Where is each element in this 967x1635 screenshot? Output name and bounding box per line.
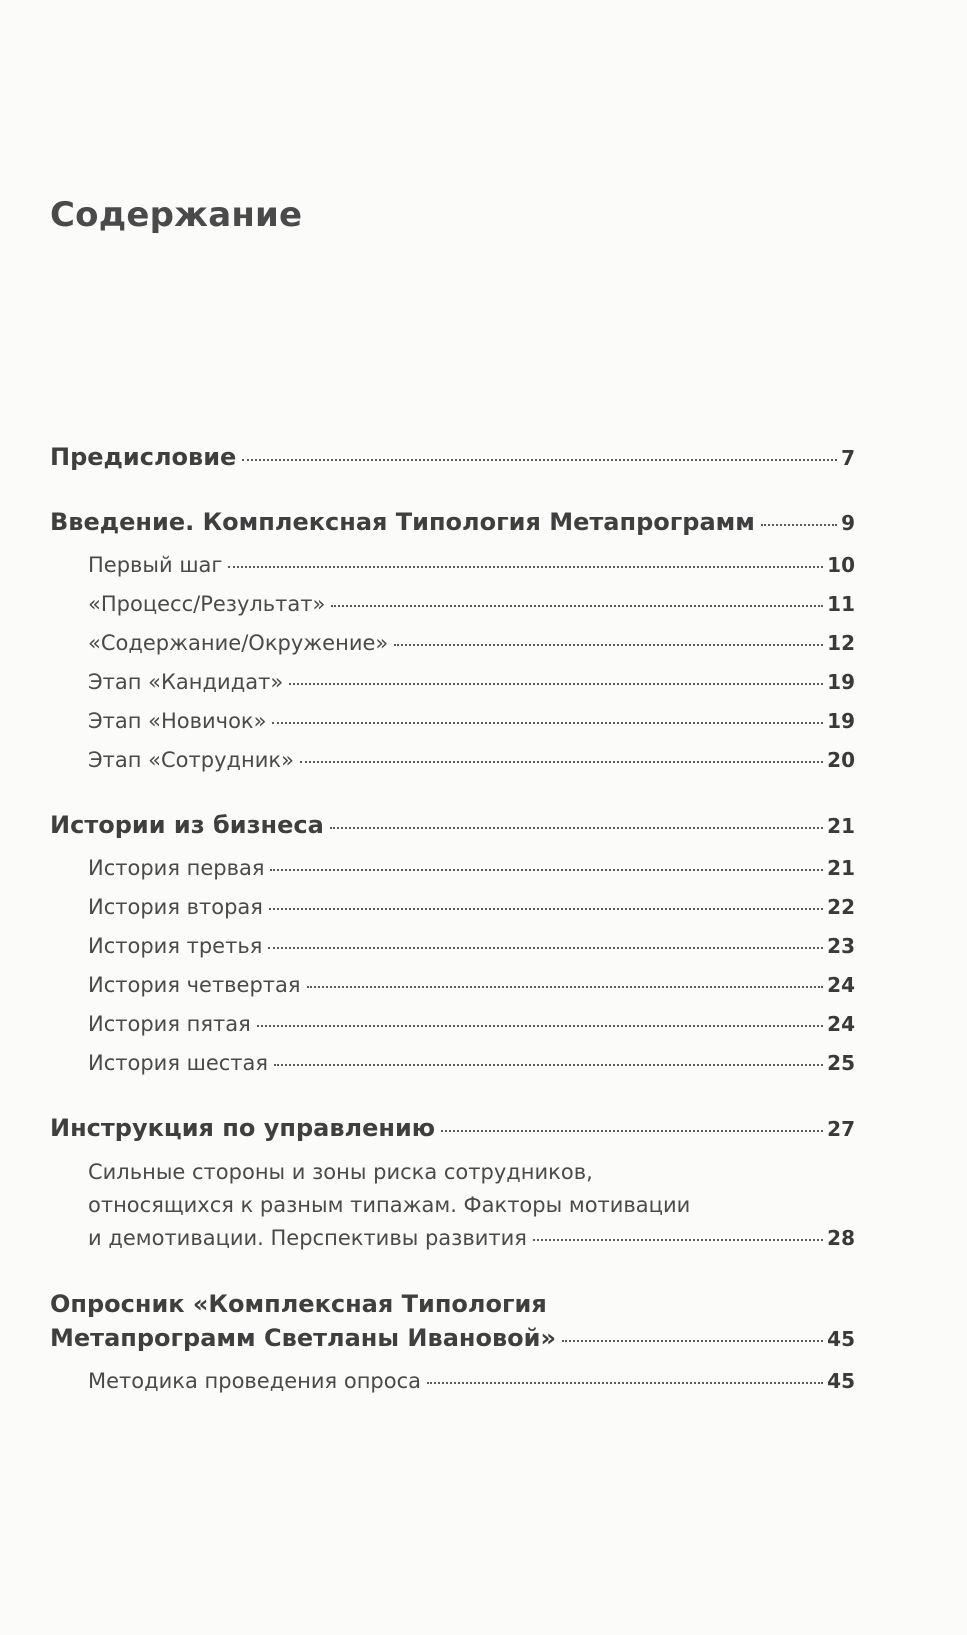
toc-page-number: 11 <box>827 592 855 616</box>
toc-subentry-title: Этап «Новичок» <box>88 709 267 733</box>
dot-leader <box>307 986 824 988</box>
toc-subentry[interactable] <box>50 1044 855 1083</box>
toc-subentry[interactable] <box>50 1362 855 1401</box>
toc-page-number: 10 <box>827 553 855 577</box>
toc-section-business-stories <box>50 808 855 1083</box>
toc-subentry[interactable] <box>50 741 855 780</box>
toc-entry-questionnaire[interactable] <box>50 1287 855 1356</box>
toc-subentry-line: относящихся к разным типажам. Факторы мотивации <box>88 1193 691 1217</box>
toc-subentry[interactable] <box>50 663 855 702</box>
dot-leader <box>269 908 823 910</box>
toc-page-number: 24 <box>827 1012 855 1036</box>
toc-subentry[interactable] <box>50 585 855 624</box>
toc-subentry-title: История шестая <box>88 1051 269 1075</box>
dot-leader <box>300 761 823 763</box>
toc-subentry-line: Сильные стороны и зоны риска сотрудников, <box>88 1160 593 1184</box>
toc-page-number: 7 <box>841 446 855 470</box>
toc-subentry-title: История пятая <box>88 1012 251 1036</box>
table-of-contents <box>50 440 855 1401</box>
toc-entry-title-line: Опросник «Комплексная Типология <box>50 1290 547 1318</box>
toc-subentry-last-line <box>88 1222 855 1255</box>
toc-section-management-guide <box>50 1111 855 1255</box>
toc-page-number: 20 <box>827 748 855 772</box>
toc-page-number: 19 <box>827 709 855 733</box>
toc-entry-title-line: Метапрограмм Светланы Ивановой» <box>50 1324 556 1352</box>
toc-page-number: 9 <box>841 511 855 535</box>
toc-entry-preface[interactable] <box>50 440 855 475</box>
toc-subentry-title: История вторая <box>88 895 263 919</box>
toc-subentry-title: «Содержание/Окружение» <box>88 631 389 655</box>
toc-subentry[interactable] <box>50 702 855 741</box>
dot-leader <box>330 827 823 829</box>
dot-leader <box>272 722 823 724</box>
dot-leader <box>228 566 823 568</box>
dot-leader <box>268 947 823 949</box>
toc-subentry[interactable] <box>50 888 855 927</box>
toc-entry-title: Введение. Комплексная Типология Метапрограмм <box>50 508 755 536</box>
toc-subentry[interactable] <box>50 624 855 663</box>
toc-page-number: 25 <box>827 1051 855 1075</box>
toc-page-number: 45 <box>827 1369 855 1393</box>
toc-page-number: 27 <box>827 1117 855 1141</box>
toc-entry-title: Инструкция по управлению <box>50 1114 436 1142</box>
dot-leader <box>761 524 837 526</box>
toc-entry-management-guide[interactable] <box>50 1111 855 1146</box>
toc-entry-business-stories[interactable] <box>50 808 855 843</box>
toc-subentry-title: История первая <box>88 856 265 880</box>
toc-page-number: 24 <box>827 973 855 997</box>
toc-section-questionnaire <box>50 1287 855 1401</box>
toc-subentry-title: Первый шаг <box>88 553 223 577</box>
toc-entry-title: Истории из бизнеса <box>50 811 324 839</box>
toc-subentry-title: Этап «Сотрудник» <box>88 748 294 772</box>
dot-leader <box>394 644 823 646</box>
dot-leader <box>533 1239 823 1241</box>
toc-subentry-multiline[interactable] <box>50 1156 855 1255</box>
toc-page-number: 45 <box>827 1327 855 1351</box>
toc-page-number: 23 <box>827 934 855 958</box>
toc-section-introduction <box>50 505 855 780</box>
dot-leader <box>270 869 823 871</box>
toc-subentry-line: и демотивации. Перспективы развития <box>88 1226 527 1250</box>
dot-leader <box>562 1340 823 1342</box>
toc-entry-last-line <box>50 1321 855 1356</box>
toc-section-preface <box>50 440 855 475</box>
toc-page-number: 12 <box>827 631 855 655</box>
toc-page-number: 22 <box>827 895 855 919</box>
dot-leader <box>441 1130 823 1132</box>
toc-subentry-title: «Процесс/Результат» <box>88 592 326 616</box>
toc-entry-introduction[interactable] <box>50 505 855 540</box>
toc-subentry[interactable] <box>50 546 855 585</box>
dot-leader <box>331 605 823 607</box>
dot-leader <box>257 1025 823 1027</box>
toc-page-number: 28 <box>827 1226 855 1250</box>
toc-subentry[interactable] <box>50 966 855 1005</box>
toc-subentry-title: История третья <box>88 934 263 958</box>
toc-subentry[interactable] <box>50 1005 855 1044</box>
toc-page-number: 21 <box>827 856 855 880</box>
toc-subentry[interactable] <box>50 927 855 966</box>
toc-subentry-title: Этап «Кандидат» <box>88 670 284 694</box>
dot-leader <box>242 459 837 461</box>
toc-page-number: 19 <box>827 670 855 694</box>
toc-page-number: 21 <box>827 814 855 838</box>
page-title: Содержание <box>50 195 303 235</box>
toc-subentry-title: История четвертая <box>88 973 301 997</box>
dot-leader <box>274 1064 823 1066</box>
toc-subentry-title: Методика проведения опроса <box>88 1369 422 1393</box>
toc-entry-title: Предисловие <box>50 443 237 471</box>
dot-leader <box>427 1382 823 1384</box>
dot-leader <box>289 683 823 685</box>
toc-subentry[interactable] <box>50 849 855 888</box>
